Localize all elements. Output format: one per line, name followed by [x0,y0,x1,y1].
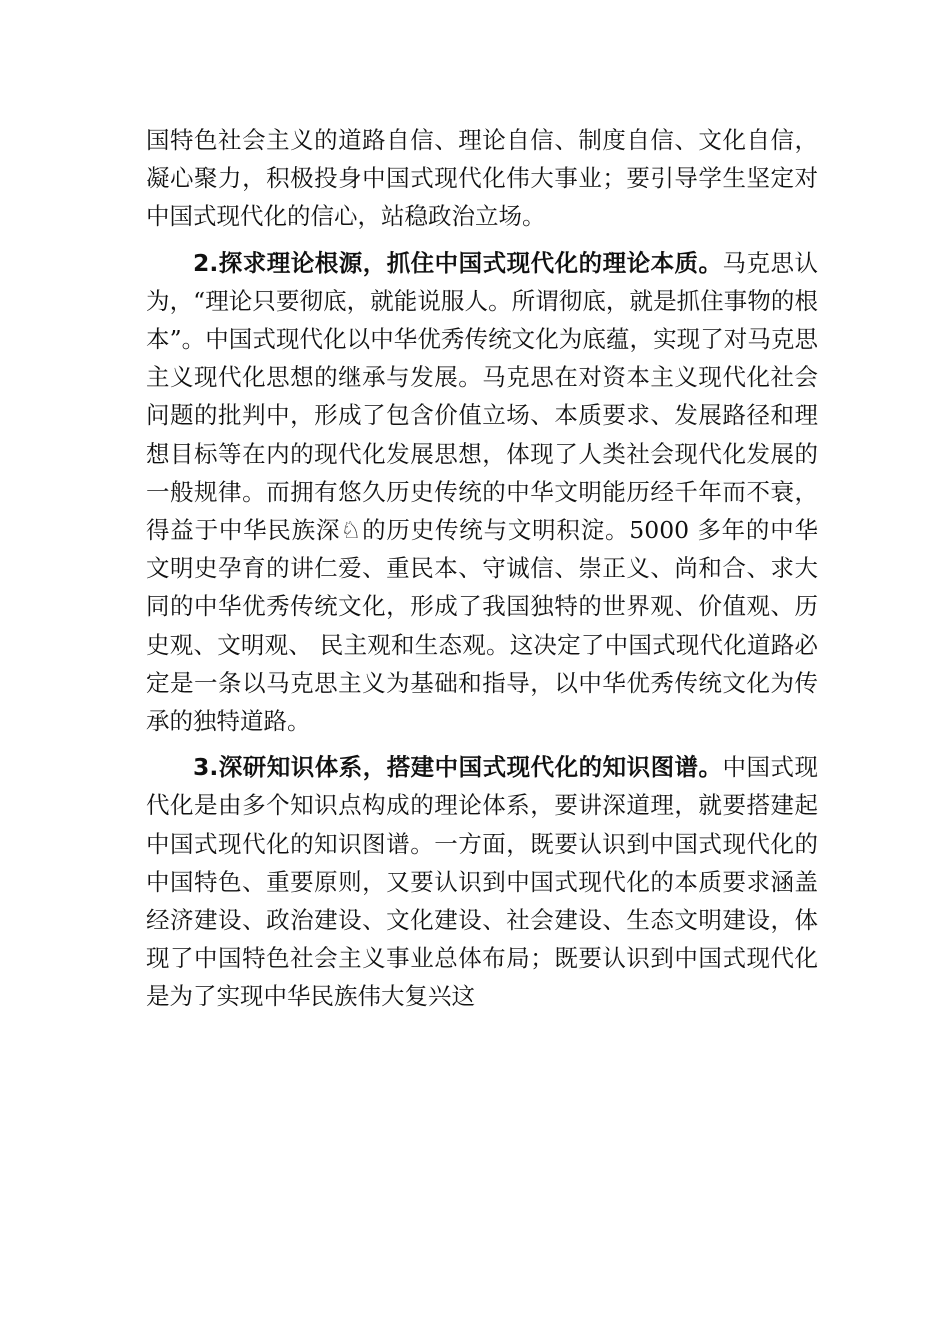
paragraph-1 [146,121,818,236]
paragraph-3-heading: 3.深研知识体系，搭建中国式现代化的知识图谱。 [193,753,723,782]
paragraph-2 [146,244,818,741]
paragraph-3-text: 中国式现代化是由多个知识点构成的理论体系，要讲深道理，就要搭建起中国式现代化的知识图谱。一方面，既要认识到中国式现代化的中国特色、重要原则，又要认识到中国式现代化的本质要求涵盖经济建设、政治建设、文化建设、社会建设、生态文明建设，体现了中国特色社会主义事业总体布局；既要认识到中国式现代化是为了实现中华民族伟大复兴这 [146,753,818,1011]
paragraph-2-heading: 2.探求理论根源，抓住中国式现代化的理论本质。 [193,248,723,277]
paragraph-2-text: 马克思认为，“理论只要彻底，就能说服人。所谓彻底，就是抓住事物的根本”。中国式现代化以中华优秀传统文化为底蕴，实现了对马克思主义现代化思想的继承与发展。马克思在对资本主义现代化社会问题的批判中，形成了包含价值立场、本质要求、发展路径和理想目标等在内的现代化发展思想，体现了人类社会现代化发展的一般规律。而拥有悠久历史传统的中华文明能历经千年而不衰，得益于中华民族深♘的历史传统与文明积淀。5000 多年的中华文明史孕育的讲仁爱、重民本、守诚信、崇正义、尚和合、求大同的中华优秀传统文化，形成了我国独特的世界观、价值观、历史观、文明观、 民主观和生态观。这决定了中国式现代化道路必定是一条以马克思主义为基础和指导，以中华优秀传统文化为传承的独特道路。 [146,248,818,736]
document-body [146,121,818,1024]
paragraph-3 [146,748,818,1015]
paragraph-1-text: 国特色社会主义的道路自信、理论自信、制度自信、文化自信，凝心聚力，积极投身中国式现代化伟大事业；要引导学生坚定对中国式现代化的信心，站稳政治立场。 [146,126,818,231]
